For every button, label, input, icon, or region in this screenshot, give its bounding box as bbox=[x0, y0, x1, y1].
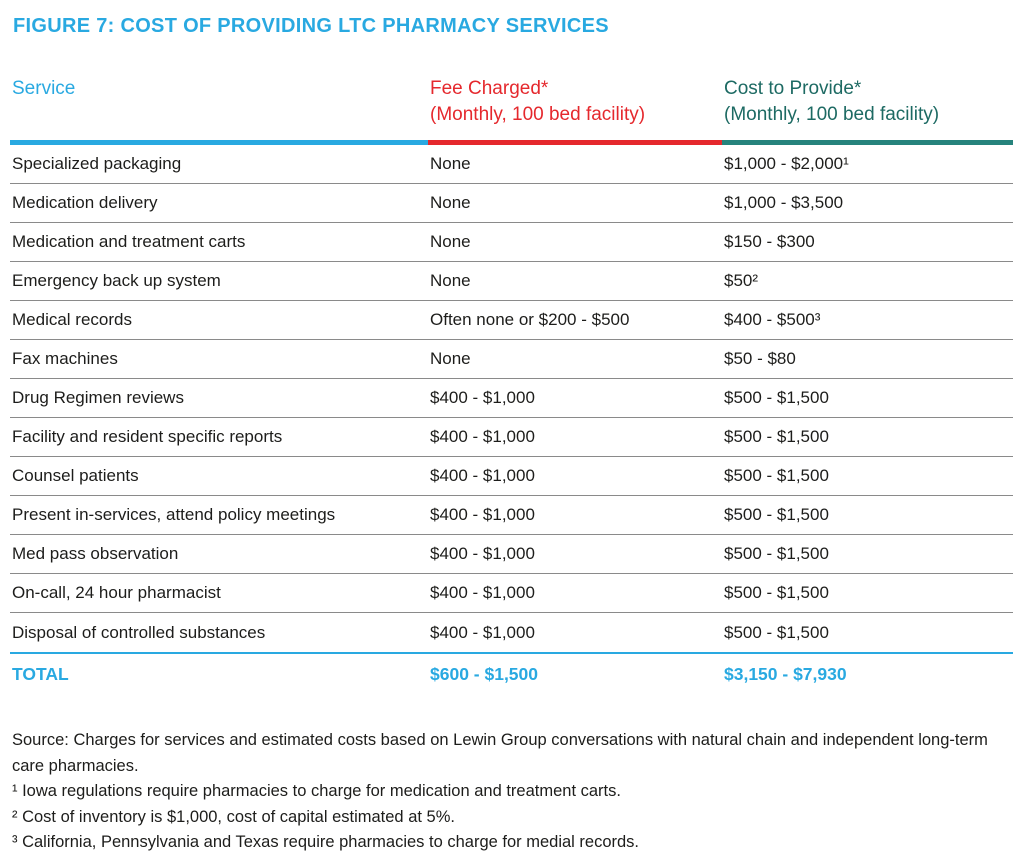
service-cell: On-call, 24 hour pharmacist bbox=[12, 583, 221, 602]
column-header-fee bbox=[428, 76, 722, 128]
source-note: Source: Charges for services and estimated costs based on Lewin Group conversations with natural chain and independent long-term care pharmacies. bbox=[12, 731, 988, 775]
fee-cell: $400 - $1,000 bbox=[430, 427, 535, 446]
table-row bbox=[10, 613, 1013, 652]
table-header-row bbox=[10, 76, 1013, 128]
service-cell: Specialized packaging bbox=[12, 154, 182, 173]
cost-cell: $500 - $1,500 bbox=[724, 544, 829, 563]
fee-cell: $400 - $1,000 bbox=[430, 544, 535, 563]
fee-cell: None bbox=[430, 154, 471, 173]
footnote-3: ³ California, Pennsylvania and Texas require pharmacies to charge for medial records. bbox=[12, 833, 640, 851]
column-header-service bbox=[10, 76, 428, 128]
column-header-cost-label: Cost to Provide* bbox=[724, 78, 862, 99]
fee-cell: $400 - $1,000 bbox=[430, 388, 535, 407]
total-label: TOTAL bbox=[12, 663, 69, 684]
cost-cell: $1,000 - $3,500 bbox=[724, 193, 844, 212]
column-header-cost-sublabel: (Monthly, 100 bed facility) bbox=[724, 104, 940, 125]
cost-cell: $500 - $1,500 bbox=[724, 466, 829, 485]
cost-cell: $50² bbox=[724, 271, 759, 290]
column-header-service-label: Service bbox=[12, 78, 76, 99]
service-cell: Emergency back up system bbox=[12, 271, 221, 290]
cost-cell: $150 - $300 bbox=[724, 232, 815, 251]
table-row bbox=[10, 535, 1013, 574]
fee-cell: $400 - $1,000 bbox=[430, 583, 535, 602]
table-row bbox=[10, 184, 1013, 223]
cost-cell: $400 - $500³ bbox=[724, 310, 821, 329]
total-fee-value: $600 - $1,500 bbox=[430, 663, 539, 684]
service-cell: Counsel patients bbox=[12, 466, 139, 485]
total-row bbox=[10, 654, 1013, 694]
service-cell: Facility and resident specific reports bbox=[12, 427, 283, 446]
fee-cell: $400 - $1,000 bbox=[430, 466, 535, 485]
table-body bbox=[10, 145, 1013, 652]
service-cell: Disposal of controlled substances bbox=[12, 622, 266, 642]
service-cell: Medication and treatment carts bbox=[12, 232, 246, 251]
figure-title: FIGURE 7: COST OF PROVIDING LTC PHARMACY SERVICES bbox=[13, 15, 609, 37]
table-row bbox=[10, 340, 1013, 379]
header-rule-service-segment bbox=[10, 140, 428, 145]
service-cell: Med pass observation bbox=[12, 544, 179, 563]
cost-cell: $500 - $1,500 bbox=[724, 427, 829, 446]
footnote-1: ¹ Iowa regulations require pharmacies to charge for medication and treatment carts. bbox=[12, 782, 621, 800]
fee-cell: $400 - $1,000 bbox=[430, 622, 535, 642]
cost-cell: $1,000 - $2,000¹ bbox=[724, 154, 849, 173]
column-header-cost bbox=[722, 76, 1013, 128]
service-cell: Medication delivery bbox=[12, 193, 158, 212]
cost-cell: $500 - $1,500 bbox=[724, 505, 829, 524]
table-row bbox=[10, 418, 1013, 457]
fee-cell: None bbox=[430, 232, 471, 251]
fee-cell: $400 - $1,000 bbox=[430, 505, 535, 524]
service-cell: Present in-services, attend policy meetings bbox=[12, 505, 336, 524]
cost-cell: $500 - $1,500 bbox=[724, 583, 829, 602]
table-row bbox=[10, 301, 1013, 340]
service-cell: Drug Regimen reviews bbox=[12, 388, 184, 407]
column-header-fee-sublabel: (Monthly, 100 bed facility) bbox=[430, 104, 646, 125]
figure-footer bbox=[12, 728, 1013, 856]
cost-cell: $50 - $80 bbox=[724, 349, 796, 368]
table-row bbox=[10, 457, 1013, 496]
cost-cell: $500 - $1,500 bbox=[724, 622, 829, 642]
fee-cell: None bbox=[430, 271, 471, 290]
total-cost-value: $3,150 - $7,930 bbox=[724, 663, 847, 684]
fee-cell: None bbox=[430, 349, 471, 368]
table-row bbox=[10, 574, 1013, 613]
footnote-2: ² Cost of inventory is $1,000, cost of capital estimated at 5%. bbox=[12, 807, 455, 826]
header-rule-cost-segment bbox=[722, 140, 1013, 145]
service-cell: Fax machines bbox=[12, 349, 118, 368]
table-row bbox=[10, 262, 1013, 301]
table-row bbox=[10, 496, 1013, 535]
service-cell: Medical records bbox=[12, 310, 132, 329]
column-header-fee-label: Fee Charged* bbox=[430, 78, 549, 99]
fee-cell: None bbox=[430, 193, 471, 212]
header-rule-fee-segment bbox=[428, 140, 722, 145]
table-row bbox=[10, 223, 1013, 262]
fee-cell: Often none or $200 - $500 bbox=[430, 310, 630, 329]
table-row bbox=[10, 145, 1013, 184]
cost-cell: $500 - $1,500 bbox=[724, 388, 829, 407]
table-row bbox=[10, 379, 1013, 418]
header-rule bbox=[10, 140, 1013, 145]
